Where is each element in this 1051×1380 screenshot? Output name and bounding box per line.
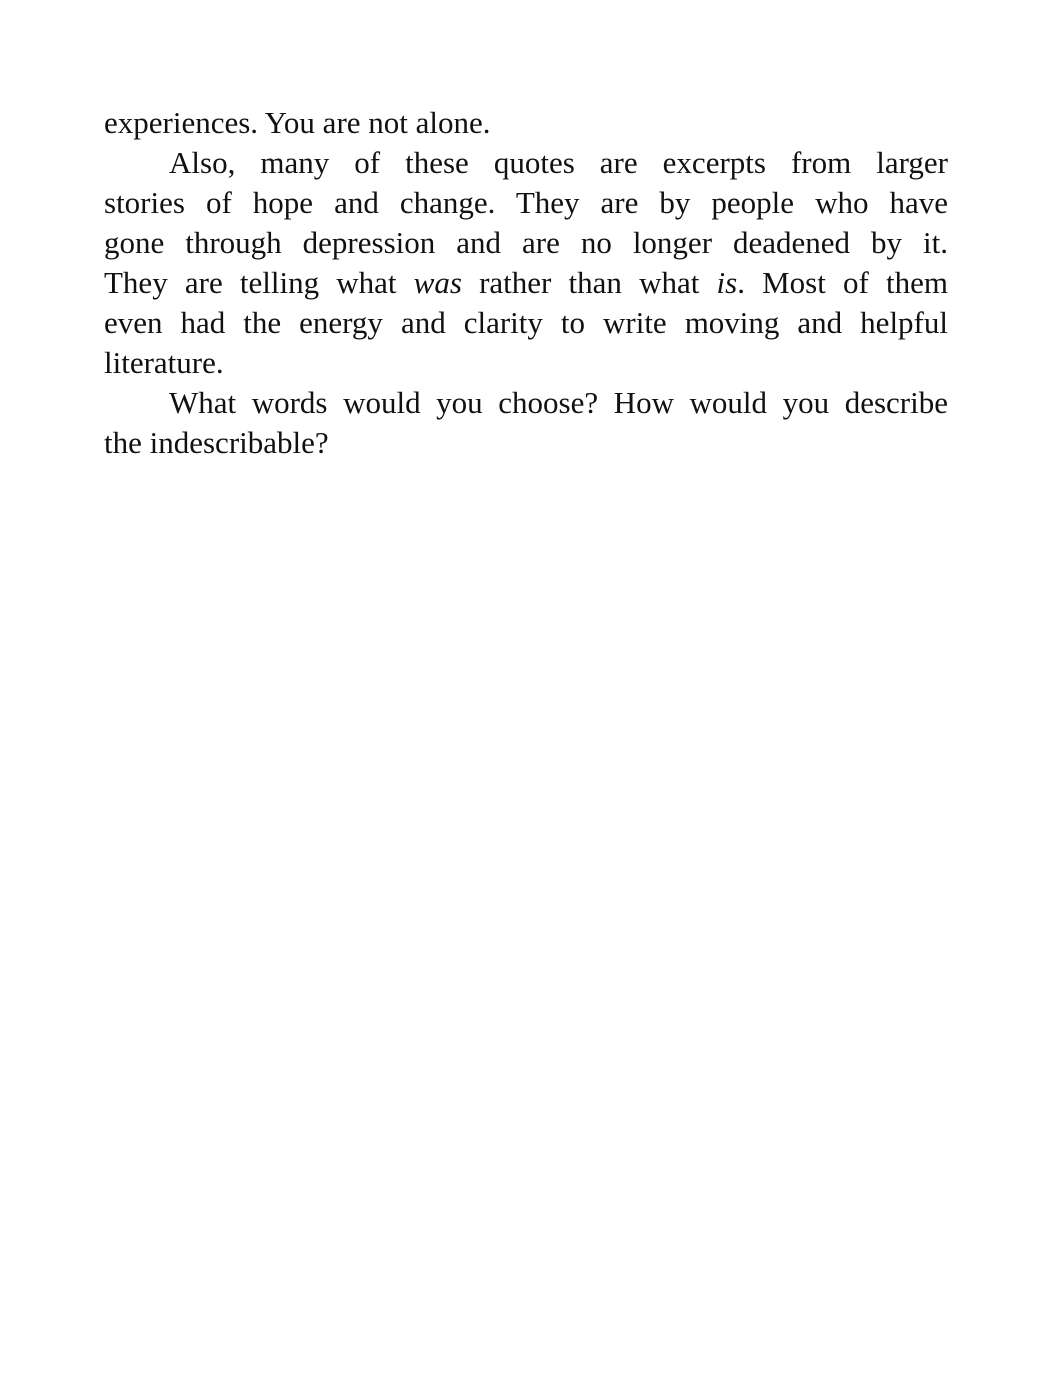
text-segment: . Most of them xyxy=(737,265,948,300)
paragraph-2 xyxy=(104,143,948,383)
paragraph-1 xyxy=(104,103,948,143)
text-segment: rather than what xyxy=(461,265,717,300)
italic-word: was xyxy=(413,265,462,300)
text-line: literature. xyxy=(104,345,224,380)
text-line: Also, many of these quotes are excerpts from larger xyxy=(169,145,948,180)
text-line xyxy=(104,263,948,303)
body-text xyxy=(104,103,948,463)
text-line: even had the energy and clarity to write moving and helpful xyxy=(104,305,948,340)
text-line: stories of hope and change. They are by people who have xyxy=(104,185,948,220)
italic-word: is xyxy=(716,265,738,300)
text-line: experiences. You are not alone. xyxy=(104,105,491,140)
text-segment: They are telling what xyxy=(104,265,414,300)
text-line: the indescribable? xyxy=(104,425,329,460)
paragraph-3 xyxy=(104,383,948,463)
text-line: gone through depression and are no longer deadened by it. xyxy=(104,225,948,260)
text-line: What words would you choose? How would you describe xyxy=(169,385,948,420)
